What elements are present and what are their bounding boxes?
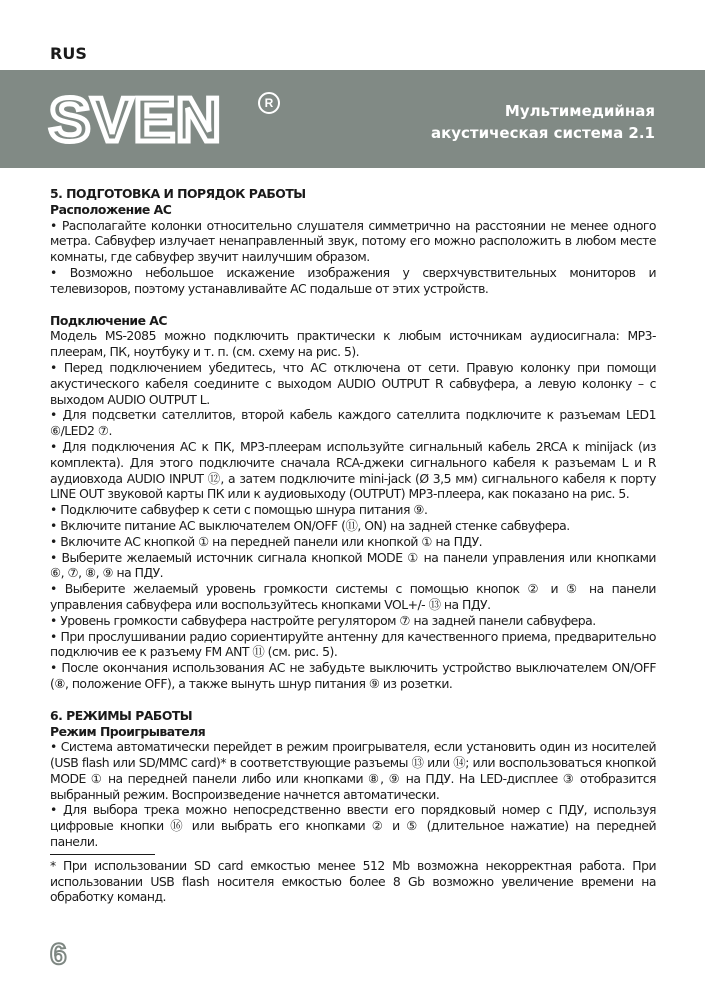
- paragraph: • Включите питание АС выключателем ON/OFF (⑪, ON) на задней стенке сабвуфера.: [50, 517, 570, 533]
- paragraph: • Система автоматически перейдет в режим проигрывателя, если установить один из носителей (USB flash или SD/MMC card)* в соответствующие разъемы ⑬ или ⑭; или воспользоваться кнопкой MODE ① на передней панели либо или кнопками ⑧, ⑨ на ПДУ. На LED-дисплее ③ отобразится выбранный режим. Воспроизведение начнется автоматически.: [50, 739, 656, 802]
- paragraph: • Выберите желаемый источник сигнала кнопкой MODE ① на панели управления или кнопками ⑥, ⑦, ⑧, ⑨ на ПДУ.: [50, 549, 656, 581]
- product-title: [431, 100, 655, 144]
- product-title-line1: Мультимедийная: [504, 102, 655, 120]
- paragraph: • Для подключения АС к ПК, MP3-плеерам используйте сигнальный кабель 2RCA к minijack (из комплекта). Для этого подключите сначала RCA-джеки сигнального кабеля к разъемам L и R аудиовхода AUDIO INPUT ⑫, а затем подключите mini-jack (Ø 3,5 мм) сигнального кабеля к порту LINE OUT звуковой карты ПК или к аудиовыходу (OUTPUT) MP3-плеера, как показано на рис. 5.: [50, 438, 656, 502]
- paragraph: • Подключите сабвуфер к сети с помощью шнура питания ⑨.: [50, 502, 428, 518]
- document-body: [50, 186, 656, 905]
- paragraph: • Уровень громкости сабвуфера настройте регулятором ⑦ на задней панели сабвуфера.: [50, 612, 596, 628]
- paragraph: • Выберите желаемый уровень громкости системы с помощью кнопок ② и ⑤ на панели управления сабвуфера или воспользуйтесь кнопками VOL+/- ⑬ на ПДУ.: [50, 581, 656, 612]
- language-label: RUS: [50, 44, 87, 63]
- paragraph: • Для выбора трека можно непосредственно ввести его порядковый номер с ПДУ, используя цифровые кнопки ⑯ или выбрать его кнопками ② и ⑤ (длительное нажатие) на передней панели.: [50, 802, 656, 850]
- paragraph: • Для подсветки сателлитов, второй кабель каждого сателлита подключите к разъемам LED1 ⑥/LED2 ⑦.: [50, 407, 656, 439]
- registered-mark-icon: R: [258, 92, 280, 114]
- section-5-title: 5. ПОДГОТОВКА И ПОРЯДОК РАБОТЫ: [50, 186, 306, 201]
- placement-heading: Расположение АС: [50, 201, 172, 217]
- paragraph: • Включите АС кнопкой ① на передней панели или кнопкой ① на ПДУ.: [50, 533, 483, 549]
- page-number: 6: [50, 938, 67, 971]
- sven-logo: SVEN: [49, 86, 222, 155]
- connection-heading: Подключение АС: [50, 312, 167, 328]
- footnote: * При использовании SD card емкостью менее 512 Mb возможна некорректная работа. При использовании USB flash носителя емкостью более 8 Gb возможно увеличение времени на обработку команд.: [50, 857, 656, 905]
- paragraph: • После окончания использования АС не забудьте выключить устройство выключателем ON/OFF (⑧, положение OFF), а также вынуть шнур питания ⑨ из розетки.: [50, 660, 656, 691]
- paragraph: • Перед подключением убедитесь, что АС отключена от сети. Правую колонку при помощи акустического кабеля соедините с выходом AUDIO OUTPUT R сабвуфера, а левую колонку – с выходом AUDIO OUTPUT L.: [50, 359, 656, 407]
- paragraph: Модель MS-2085 можно подключить практически к любым источникам аудиосигнала: MP3-плеерам, ПК, ноутбуку и т. п. (см. схему на рис. 5).: [50, 328, 656, 360]
- product-title-line2: акустическая система 2.1: [430, 124, 655, 142]
- footnote-divider: [50, 854, 155, 855]
- paragraph: • Возможно небольшое искажение изображения у сверхчувствительных мониторов и телевизоров, поэтому устанавливайте АС подальше от этих устройств.: [50, 264, 656, 296]
- player-mode-heading: Режим Проигрывателя: [50, 723, 206, 739]
- paragraph: • Располагайте колонки относительно слушателя симметрично на расстоянии не менее одного метра. Сабвуфер излучает ненаправленный звук, потому его можно расположить в любом месте комнаты, где сабвуфер звучит наилучшим образом.: [50, 217, 656, 265]
- section-6-title: 6. РЕЖИМЫ РАБОТЫ: [50, 707, 193, 723]
- paragraph: • При прослушивании радио сориентируйте антенну для качественного приема, предварительно подключив ее к разъему FM ANT ⑪ (см. рис. 5).: [50, 628, 656, 660]
